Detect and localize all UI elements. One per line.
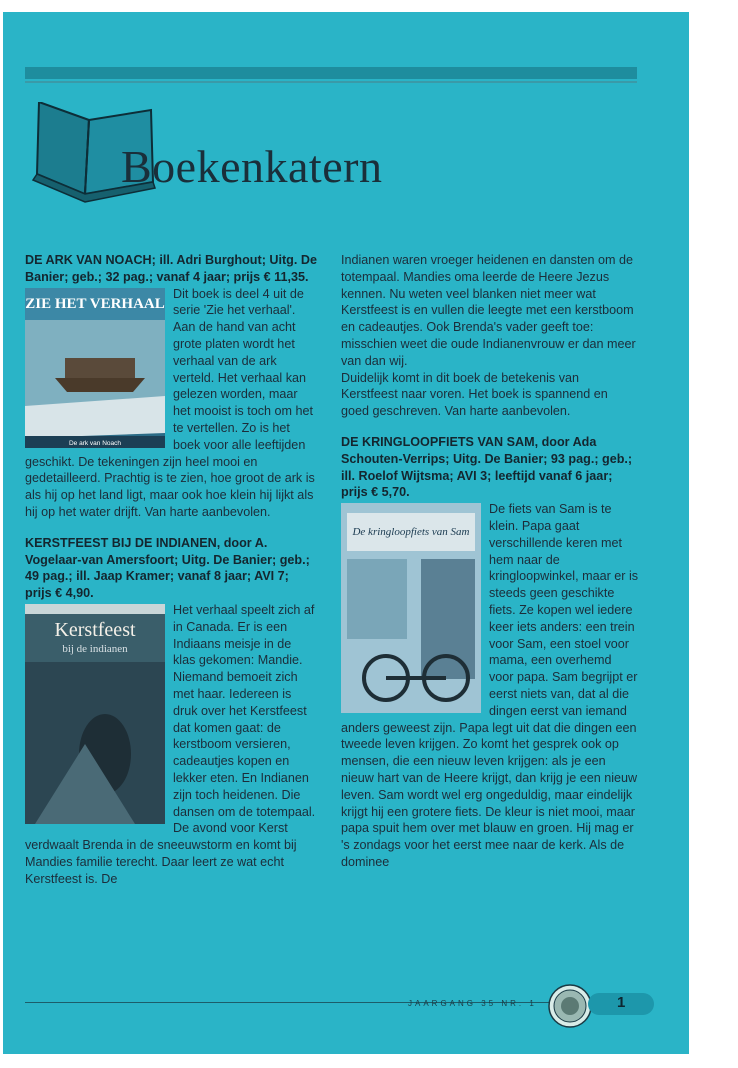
seal-icon (548, 984, 592, 1028)
review-text-kerst-cont2: Duidelijk komt in dit boek de betekenis van Kerstfeest naar voren. Het boek is spannend en goed geschreven. Van harte aanbevolen. (341, 370, 608, 419)
left-column (25, 252, 317, 887)
review-heading-fiets: DE KRINGLOOPFIETS VAN SAM, door Ada Schouten-Verrips; Uitg. De Banier; 93 pag.; geb.; ill. Roelof Wijtsma; AVI 3; leeftijd vanaf 6 jaar; prijs € 5,70. (341, 434, 633, 500)
footer-volume: JAARGANG 35 NR. 1 (408, 999, 537, 1008)
cover-fiets-title: De kringloopfiets van Sam (352, 526, 470, 539)
cover-ark-subtitle: De ark van Noach (68, 439, 122, 447)
page-title: Boekenkatern (121, 141, 383, 192)
header-bar (25, 67, 637, 79)
cover-kerst (25, 604, 165, 826)
cover-kerst-subtitle: bij de indianen (62, 642, 128, 655)
cover-ark (25, 288, 165, 450)
review-text-kerst-cont: Indianen waren vroeger heidenen en dansten om de totempaal. Mandies oma leerde de Heere Jezus kennen. Nu weten veel blanken niet meer wat Kerstfeest is en vullen die leegte met een kerstboom en cadeautjes. Ook Brenda's vader geeft toe: misschien weet die oude Indianenvrouw er dan meer van dan wij. (341, 253, 636, 368)
review-heading-kerst: KERSTFEEST BIJ DE INDIANEN, door A. Vogelaar-van Amersfoort; Uitg. De Banier; geb.; 49 pag.; ill. Jaap Kramer; vanaf 8 jaar; AVI 7; prijs € 4,90. (25, 535, 310, 601)
page (3, 12, 689, 1054)
review-heading-ark: DE ARK VAN NOACH; ill. Adri Burghout; Uitg. De Banier; geb.; 32 pag.; vanaf 4 jaar; prijs € 11,35. (25, 253, 317, 284)
right-column (341, 252, 639, 871)
header-rule (25, 81, 637, 83)
review-text-fiets: De fiets van Sam is te klein. Papa gaat verschillende keren met hem naar de kringloopwinkel, maar er is steeds geen geschikte fiets. Ze kopen wel iedere keer iets anders: een trein voor Sam, een stoel voor mama, een overhemd voor papa. Sam begrijpt er eerst niets van, dat al die dingen eerst van iemand anders geweest zijn. Papa legt uit dat die dingen een tweede leven krijgen. Zo komt het gesprek ook op mensen, die een nieuw leven krijgen: als je een nieuw hart van de Heere krijgt, dan krijg je een nieuw leven. Sam wordt wel erg ongeduldig, maar eindelijk krijgt hij een grotere fiets. De kleur is niet mooi, maar papa spuit hem over met blauw en groen. Hij mag er 's zondags voor het eerst mee naar de kerk. Als de dominee (341, 502, 639, 869)
review-text-kerst: Het verhaal speelt zich af in Canada. Er is een Indiaans meisje in de klas gekomen: Mandie. Niemand bemoeit zich met haar. Iedereen is druk over het Kerstfeest dat komen gaat: de kerstboom versieren, cadeautjes kopen en lekker eten. En Indianen zijn toch heidenen. Die dansen om de totempaal. De avond voor Kerst verdwaalt Brenda in de sneeuwstorm en komt bij Mandies familie terecht. Daar leert ze wat echt Kerstfeest is. De (25, 602, 316, 886)
cover-fiets (341, 503, 481, 717)
review-text-ark: Dit boek is deel 4 uit de serie 'Zie het verhaal'. Aan de hand van acht grote platen wordt het verhaal van de ark verteld. Het verhaal kan gelezen worden, maar het mooist is toch om het te vertellen. Zo is het boek voor alle leeftijden geschikt. De tekeningen zijn heel mooi en gedetailleerd. Prachtig is te zien, hoe groot de ark is als hij op het land ligt, maar ook hoe klein hij lijkt als hij op het water drijft. Van harte aanbevolen. (25, 286, 315, 519)
cover-ark-title: ZIE HET VERHAAL (25, 295, 165, 312)
cover-kerst-title: Kerstfeest (54, 618, 136, 641)
page-number: 1 (617, 994, 626, 1011)
